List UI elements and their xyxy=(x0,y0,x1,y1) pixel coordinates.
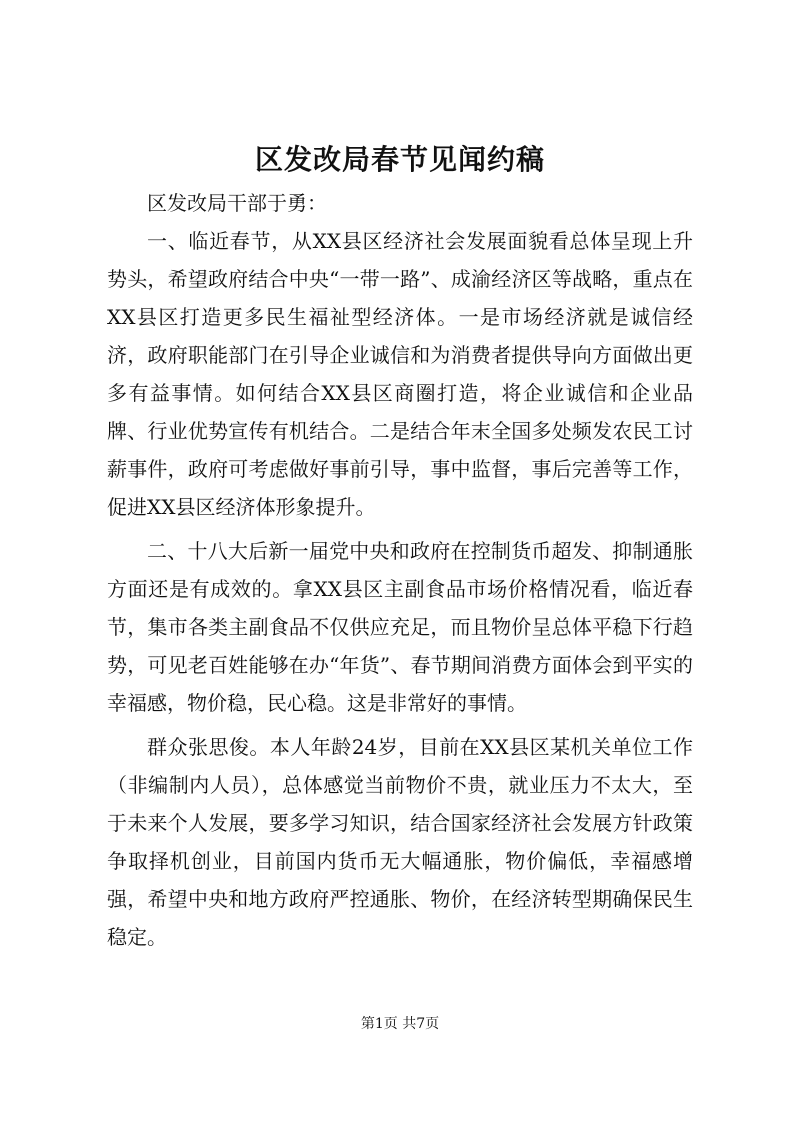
paragraph-author: 区发改局干部于勇： xyxy=(147,191,327,215)
paragraph-point-one: 一、临近春节，从XX县区经济社会发展面貌看总体呈现上升势头，希望政府结合中央“一带一路”、成渝经济区等战略，重点在XX县区打造更多民生福祉型经济体。一是市场经济就是诚信经济，政府职能部门在引导企业诚信和为消费者提供导向方面做出更多有益事情。如何结合XX县区商圈打造，将企业诚信和企业品牌、行业优势宣传有机结合。二是结合年末全国多处频发农民工讨薪事件，政府可考虑做好事前引导，事中监督，事后完善等工作，促进XX县区经济体形象提升。 xyxy=(107,229,693,519)
paragraph-point-two: 二、十八大后新一届党中央和政府在控制货币超发、抑制通胀方面还是有成效的。拿XX县区主副食品市场价格情况看，临近春节，集市各类主副食品不仅供应充足，而且物价呈总体平稳下行趋势，可见老百姓能够在办“年货”、春节期间消费方面体会到平实的幸福感，物价稳，民心稳。这是非常好的事情。 xyxy=(107,539,693,715)
paragraph-citizen: 群众张思俊。本人年龄24岁，目前在XX县区某机关单位工作（非编制内人员），总体感觉当前物价不贵，就业压力不太大，至于未来个人发展，要多学习知识，结合国家经济社会发展方针政策争取择机创业，目前国内货币无大幅通胀，物价偏低，幸福感增强，希望中央和地方政府严控通胀、物价，在经济转型期确保民生稳定。 xyxy=(107,735,693,949)
document-title: 区发改局春节见闻约稿 xyxy=(254,143,545,176)
document-body xyxy=(107,184,693,956)
page-number: 第1页 共7页 xyxy=(360,1016,440,1032)
